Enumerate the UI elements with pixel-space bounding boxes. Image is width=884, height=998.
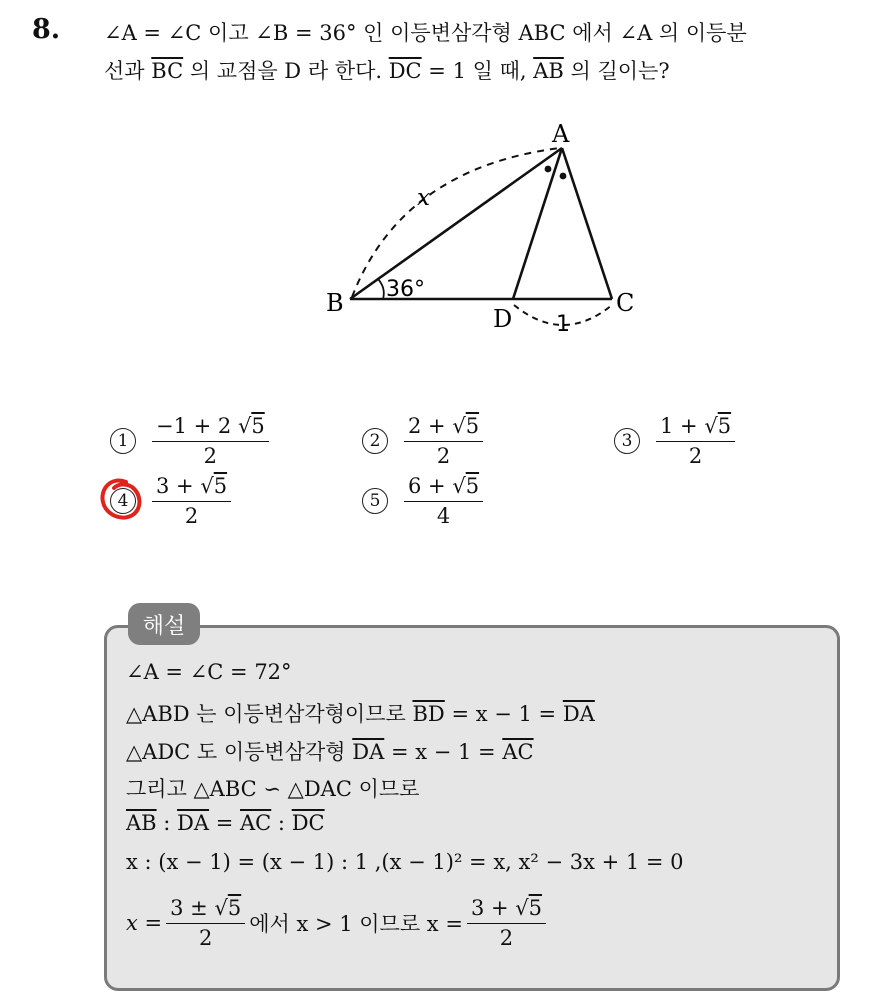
vertex-label-a: A — [552, 120, 570, 148]
segment-ab: $\overline{AB}$ — [533, 59, 564, 83]
vertex-label-b: B — [326, 289, 344, 317]
side-ab — [350, 148, 562, 299]
vertex-label-d: D — [493, 305, 513, 333]
solution-line-6: x : (x − 1) = (x − 1) : 1 ,(x − 1)² = x, x² − 3x + 1 = 0 — [126, 850, 684, 874]
answer-mark-circle — [96, 472, 146, 528]
solution-line-4: 그리고 △ABC ∽ △DAC 이므로 — [126, 777, 420, 801]
question-line-1: ∠A = ∠C 이고 ∠B = 36° 인 이등변삼각형 ABC 에서 ∠A 의 이등분 — [104, 21, 747, 45]
choice-marker: 2 — [362, 428, 388, 454]
solution-line-2: △ABD 는 이등변삼각형이므로 $\overline{BD} = x - 1 = \overline{DA}$ — [126, 702, 595, 726]
segment-dc: $\overline{DC}$ — [388, 59, 422, 83]
solution-line-5: $\overline{AB}$ : $\overline{DA} = \overline{AC}$ : $\overline{DC}$ — [126, 811, 325, 835]
solution-line-3: △ADC 도 이등변삼각형 $\overline{DA} = x - 1 = \overline{AC}$ — [126, 740, 534, 764]
bisector-ad — [513, 148, 562, 299]
solution-line-1: ∠A = ∠C = 72° — [126, 660, 292, 684]
choice-5[interactable]: 5 $\frac{6 + √5}{4}$ — [362, 474, 483, 528]
solution-tab: 해설 — [128, 603, 200, 645]
solution-line-7: x = $\frac{3 \pm √5}{2}$ 에서 x > 1 이므로 x = $\frac{3 + √5}{2}$ — [126, 896, 546, 950]
choice-marker: 3 — [614, 428, 640, 454]
choice-4[interactable]: 4 $\frac{3 + √5}{2}$ — [110, 474, 231, 528]
choice-3[interactable]: 3 $\frac{1 + √5}{2}$ — [614, 414, 735, 468]
angle-b-arc — [378, 279, 384, 299]
choice-2[interactable]: 2 $\frac{2 + √5}{2}$ — [362, 414, 483, 468]
vertex-label-c: C — [616, 289, 635, 317]
question-line-2: 선과 $\overline{BC}$ 의 교점을 D 라 한다. $\overline{DC} = 1$ 일 때, $\overline{AB}$ 의 길이는? — [104, 59, 670, 83]
side-ac — [562, 148, 612, 299]
angle-mark-dot — [545, 166, 552, 173]
segment-bc: $\overline{BC}$ — [151, 59, 184, 83]
choice-1[interactable]: 1 $\frac{-1 + 2 √5}{2}$ — [110, 414, 269, 468]
choice-marker: 4 — [110, 488, 136, 514]
choice-marker: 1 — [110, 428, 136, 454]
triangle-figure — [0, 0, 884, 400]
angle-label-36: 36° — [386, 277, 425, 302]
side-label-x: x — [417, 185, 430, 211]
side-label-1: 1 — [556, 312, 570, 337]
angle-mark-dot — [560, 173, 567, 180]
choice-marker: 5 — [362, 488, 388, 514]
question-number: 8. — [32, 14, 61, 45]
